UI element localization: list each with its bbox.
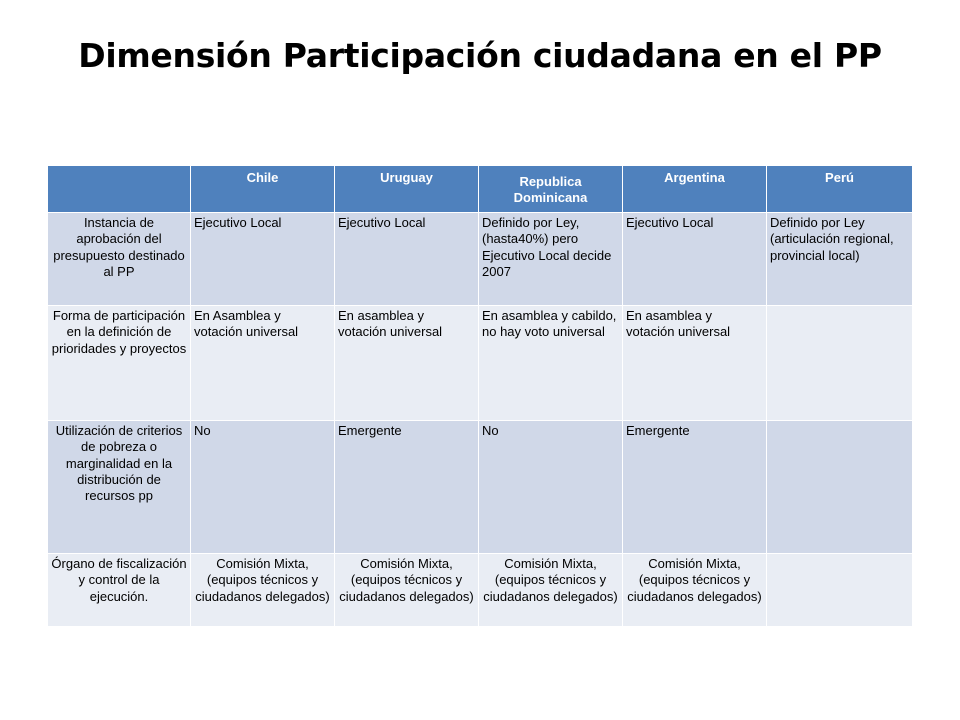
table-cell: Emergente	[335, 421, 479, 554]
header-cell-uruguay: Uruguay	[335, 166, 479, 213]
table-cell: No	[479, 421, 623, 554]
table-row	[48, 554, 913, 627]
header-cell-peru: Perú	[767, 166, 913, 213]
row-label: Instancia de aprobación del presupuesto destinado al PP	[48, 213, 191, 306]
table-row	[48, 213, 913, 306]
row-label: Utilización de criterios de pobreza o marginalidad en la distribución de recursos pp	[48, 421, 191, 554]
table-cell: Comisión Mixta, (equipos técnicos y ciudadanos delegados)	[335, 554, 479, 627]
table-cell: En Asamblea y votación universal	[191, 306, 335, 421]
table-cell: Emergente	[623, 421, 767, 554]
table-cell: En asamblea y cabildo, no hay voto universal	[479, 306, 623, 421]
table-cell: Definido por Ley, (hasta40%) pero Ejecutivo Local decide 2007	[479, 213, 623, 306]
table-cell: En asamblea y votación universal	[623, 306, 767, 421]
table-cell: Ejecutivo Local	[623, 213, 767, 306]
table-cell	[767, 306, 913, 421]
table-row	[48, 306, 913, 421]
table-cell: Comisión Mixta, (equipos técnicos y ciudadanos delegados)	[623, 554, 767, 627]
row-label: Forma de participación en la definición de prioridades y proyectos	[48, 306, 191, 421]
table-cell	[767, 554, 913, 627]
header-cell-empty	[48, 166, 191, 213]
comparison-table	[47, 165, 913, 627]
row-label: Órgano de fiscalización y control de la ejecución.	[48, 554, 191, 627]
header-cell-argentina: Argentina	[623, 166, 767, 213]
table-cell: Comisión Mixta, (equipos técnicos y ciudadanos delegados)	[479, 554, 623, 627]
table-cell: En asamblea y votación universal	[335, 306, 479, 421]
table-cell: Definido por Ley (articulación regional, provincial local)	[767, 213, 913, 306]
header-cell-republica-dominicana: Republica Dominicana	[479, 166, 623, 213]
slide-title: Dimensión Participación ciudadana en el PP	[78, 36, 882, 75]
table-cell: Ejecutivo Local	[191, 213, 335, 306]
table-cell: Comisión Mixta, (equipos técnicos y ciudadanos delegados)	[191, 554, 335, 627]
table-cell: No	[191, 421, 335, 554]
header-cell-chile: Chile	[191, 166, 335, 213]
table-cell: Ejecutivo Local	[335, 213, 479, 306]
table-header-row	[48, 166, 913, 213]
table-row	[48, 421, 913, 554]
table-cell	[767, 421, 913, 554]
